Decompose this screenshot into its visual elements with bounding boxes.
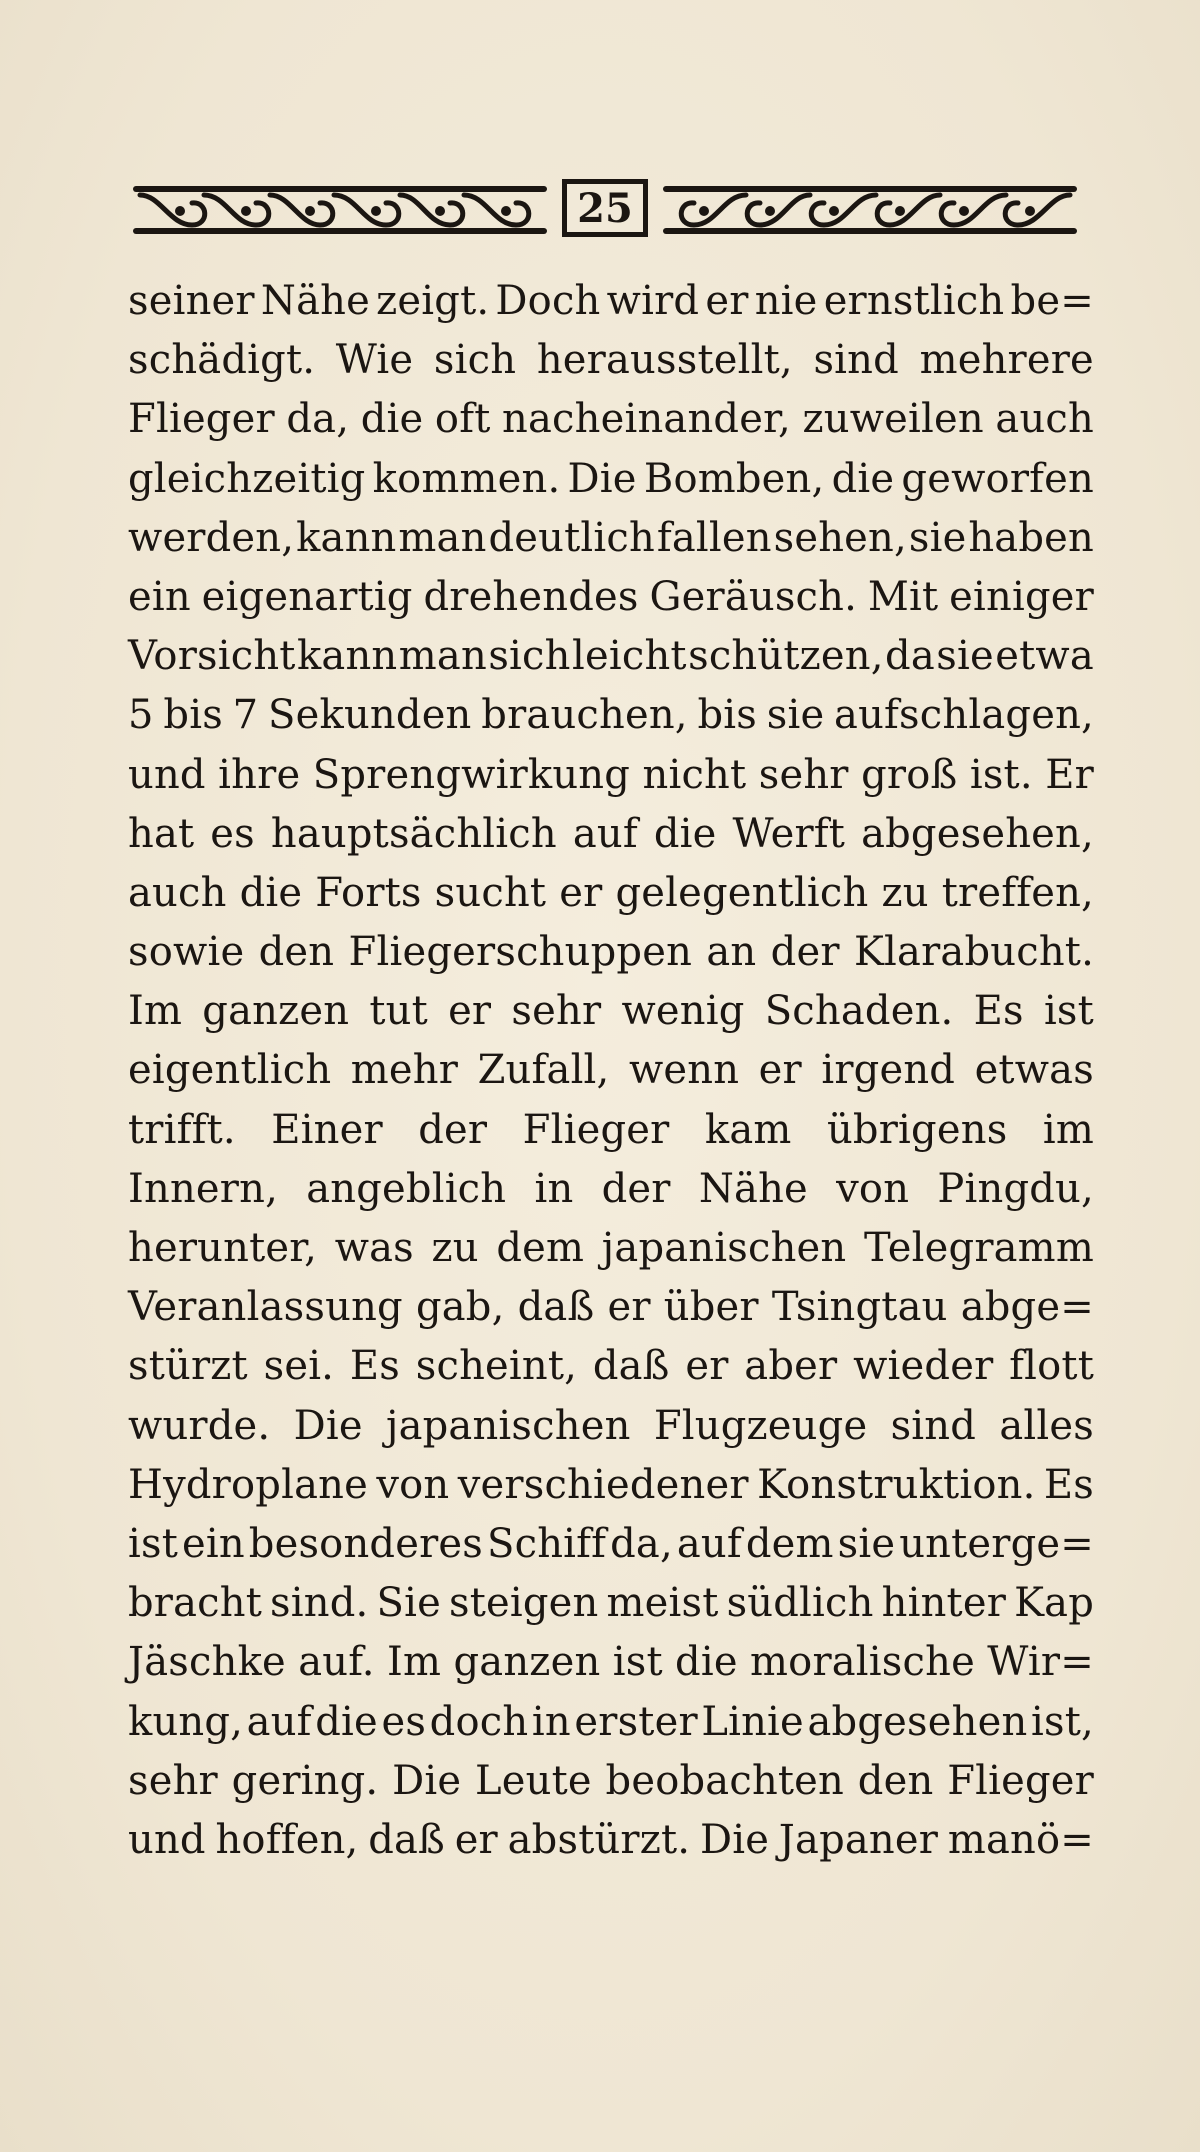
word: auf: [572, 810, 638, 857]
word: südlich: [726, 1580, 874, 1627]
word: sich: [488, 633, 571, 680]
word: sind: [813, 337, 899, 384]
text-line-25: [128, 1693, 1094, 1752]
body-text: [128, 272, 1094, 1870]
word: abstürzt.: [507, 1816, 691, 1863]
word: Sprengwirkung: [312, 751, 631, 798]
word: schützen,: [688, 633, 884, 680]
text-line-9: [128, 746, 1094, 805]
word: wurde.: [128, 1402, 271, 1449]
word: der: [770, 929, 840, 976]
word: wieder: [853, 1343, 994, 1390]
word: aber: [744, 1343, 838, 1390]
word: Die: [392, 1757, 462, 1804]
word: dem: [496, 1225, 585, 1271]
word: Die: [699, 1816, 770, 1863]
word: gab,: [415, 1284, 505, 1331]
word: Schiff: [486, 1520, 607, 1567]
word: da: [885, 633, 935, 680]
text-line-13: [128, 982, 1094, 1041]
word: ist: [1043, 988, 1094, 1035]
word: Flieger: [128, 396, 275, 443]
word: groß: [861, 751, 958, 798]
word: an: [706, 929, 757, 976]
word: sie: [936, 633, 994, 680]
text-line-20: [128, 1397, 1094, 1456]
word: da,: [286, 396, 350, 443]
text-line-7: [128, 627, 1094, 686]
word: gelegentlich: [615, 869, 869, 916]
word: Einer: [271, 1106, 383, 1153]
word: sehr: [128, 1757, 218, 1804]
word: von: [836, 1165, 910, 1212]
word: japanischen: [385, 1402, 631, 1449]
word: Nähe: [260, 278, 370, 324]
word: nicht: [642, 751, 747, 798]
text-line-16: [128, 1160, 1094, 1219]
word: Im: [387, 1639, 442, 1686]
word: japanischen: [601, 1225, 847, 1271]
word: die: [239, 869, 303, 916]
text-line-17: [128, 1219, 1094, 1278]
text-line-19: [128, 1337, 1094, 1396]
word: treffen,: [941, 869, 1094, 916]
word: er: [758, 1047, 802, 1094]
word: haben: [968, 514, 1094, 561]
word: Schaden.: [764, 988, 954, 1035]
word: schädigt.: [128, 337, 316, 384]
word: Konstruktion.: [757, 1461, 1036, 1508]
word: Wir=: [987, 1639, 1094, 1686]
word: leicht: [572, 633, 687, 680]
text-line-23: [128, 1574, 1094, 1633]
word: kann: [296, 514, 397, 561]
word: Pingdu,: [937, 1165, 1094, 1212]
word: Flieger: [522, 1106, 670, 1153]
word: Japaner: [778, 1816, 939, 1863]
text-line-26: [128, 1752, 1094, 1811]
word: deutlich: [488, 514, 655, 561]
word: kam: [704, 1106, 792, 1153]
word: ein: [181, 1520, 245, 1567]
word: Mit: [867, 573, 939, 620]
word: gleichzeitig: [128, 455, 366, 502]
word: Forts: [315, 869, 422, 916]
word: sind.: [270, 1580, 369, 1627]
word: ein: [128, 573, 191, 620]
word: ganzen: [202, 988, 350, 1035]
text-line-21: [128, 1456, 1094, 1515]
word: alles: [999, 1402, 1094, 1449]
text-line-1: [128, 272, 1094, 331]
word: man: [398, 514, 487, 561]
word: besonderes: [248, 1520, 484, 1567]
word: sehen,: [773, 514, 907, 561]
word: steigen: [448, 1580, 599, 1627]
word: Klarabucht.: [853, 929, 1094, 976]
word: man: [398, 633, 487, 680]
word: kann: [296, 633, 398, 680]
word: die: [831, 455, 895, 502]
word: hauptsächlich: [270, 810, 557, 857]
text-line-22: [128, 1515, 1094, 1574]
word: moralische: [750, 1639, 975, 1686]
word: zu: [431, 1225, 479, 1271]
text-line-10: [128, 805, 1094, 864]
word: es: [210, 810, 255, 857]
word: daß: [368, 1816, 445, 1863]
word: der: [418, 1106, 488, 1153]
word: kung,: [128, 1698, 244, 1745]
word: er: [685, 1343, 729, 1390]
word: mehrere: [919, 337, 1094, 384]
text-line-15: [128, 1101, 1094, 1160]
word: auch: [995, 396, 1094, 443]
word: Hydroplane: [128, 1461, 368, 1508]
word: eigentlich: [128, 1047, 332, 1094]
word: er: [559, 869, 603, 916]
word: ist: [128, 1520, 178, 1567]
word: von: [376, 1461, 450, 1508]
word: zuweilen: [802, 396, 984, 443]
text-line-14: [128, 1041, 1094, 1100]
word: die: [360, 396, 424, 443]
word: sie: [908, 514, 967, 561]
word: manö=: [947, 1816, 1094, 1863]
word: herausstellt,: [536, 337, 793, 384]
word: den: [857, 1757, 934, 1804]
word: doch: [429, 1698, 529, 1745]
text-line-6: [128, 568, 1094, 627]
word: 5: [128, 692, 154, 739]
word: angeblich: [306, 1165, 507, 1212]
word: Vorsicht: [128, 633, 296, 680]
word: bis: [697, 692, 757, 739]
word: ihre: [218, 751, 301, 798]
word: hoffen,: [215, 1816, 359, 1863]
word: Nähe: [698, 1165, 808, 1212]
word: irgend: [821, 1047, 956, 1094]
word: Linie: [701, 1698, 804, 1745]
word: ist,: [1031, 1698, 1094, 1745]
word: sind: [890, 1402, 977, 1449]
word: sehr: [758, 751, 849, 798]
word: auf: [246, 1698, 312, 1745]
word: Sie: [376, 1580, 441, 1627]
word: im: [1042, 1106, 1094, 1153]
word: sei.: [263, 1343, 335, 1390]
word: und: [128, 1816, 206, 1863]
word: Geräusch.: [649, 573, 858, 620]
word: da,: [610, 1520, 673, 1567]
word: ist.: [969, 751, 1033, 798]
word: die: [675, 1639, 738, 1686]
word: abgesehen: [807, 1698, 1028, 1745]
word: daß: [517, 1284, 595, 1331]
word: Werft: [732, 810, 846, 857]
word: Telegramm: [864, 1225, 1094, 1271]
word: wenn: [628, 1047, 740, 1094]
word: wird: [606, 278, 700, 324]
text-line-2: [128, 331, 1094, 390]
text-line-18: [128, 1278, 1094, 1337]
word: hinter: [881, 1580, 1007, 1627]
word: sehr: [511, 988, 602, 1035]
word: Jäschke: [128, 1639, 286, 1686]
word: Die: [567, 455, 637, 502]
word: abgesehen,: [861, 810, 1094, 857]
word: flott: [1009, 1343, 1094, 1390]
word: übrigens: [826, 1106, 1008, 1153]
word: abge=: [960, 1284, 1094, 1331]
word: ist: [612, 1639, 663, 1686]
word: brauchen,: [481, 692, 688, 739]
word: sie: [837, 1520, 896, 1567]
word: be=: [1010, 278, 1094, 324]
text-line-11: [128, 864, 1094, 923]
word: sucht: [434, 869, 547, 916]
text-line-27: [128, 1811, 1094, 1870]
word: oft: [434, 396, 491, 443]
word: die: [653, 810, 717, 857]
word: Es: [1043, 1461, 1094, 1508]
word: Flieger: [947, 1757, 1094, 1804]
word: in: [534, 1165, 574, 1212]
word: erster: [574, 1698, 698, 1745]
word: hat: [128, 810, 195, 857]
word: es: [381, 1698, 427, 1745]
word: beobachten: [605, 1757, 845, 1804]
word: Leute: [475, 1757, 592, 1804]
word: den: [258, 929, 335, 976]
word: Bomben,: [643, 455, 825, 502]
word: sie: [766, 692, 825, 739]
word: mehr: [350, 1047, 459, 1094]
word: bracht: [128, 1580, 263, 1627]
word: bis: [163, 692, 223, 739]
word: er: [705, 278, 749, 324]
text-line-24: [128, 1633, 1094, 1692]
word: etwa: [995, 633, 1094, 680]
word: auch: [128, 869, 227, 916]
text-line-3: [128, 390, 1094, 449]
word: Tsingtau: [771, 1284, 948, 1331]
word: Es: [973, 988, 1024, 1035]
word: meist: [606, 1580, 719, 1627]
page-header: [130, 175, 1080, 245]
ornament-left-icon: [130, 175, 550, 245]
word: Kap: [1014, 1580, 1094, 1627]
word: gering.: [231, 1757, 379, 1804]
word: auf.: [298, 1639, 375, 1686]
word: über: [663, 1284, 759, 1331]
word: Veranlassung: [128, 1284, 403, 1331]
word: unterge=: [899, 1520, 1094, 1567]
word: sich: [433, 337, 517, 384]
word: eigenartig: [201, 573, 413, 620]
ornament-right-icon: [660, 175, 1080, 245]
word: wenig: [621, 988, 745, 1035]
word: er: [454, 1816, 498, 1863]
word: drehendes: [423, 573, 639, 620]
word: Fliegerschuppen: [348, 929, 693, 976]
word: Es: [349, 1343, 400, 1390]
word: werden,: [128, 514, 295, 561]
word: sowie: [128, 929, 245, 976]
word: daß: [592, 1343, 670, 1390]
word: zu: [881, 869, 929, 916]
word: was: [334, 1225, 414, 1271]
word: ernstlich: [823, 278, 1005, 324]
word: scheint,: [415, 1343, 578, 1390]
text-line-8: [128, 686, 1094, 745]
word: kommen.: [372, 455, 561, 502]
word: einiger: [949, 573, 1094, 620]
word: zeigt.: [376, 278, 490, 324]
text-line-5: [128, 509, 1094, 568]
word: und: [128, 751, 206, 798]
word: tut: [369, 988, 428, 1035]
word: seiner: [128, 278, 255, 324]
word: Doch: [495, 278, 601, 324]
word: er: [607, 1284, 651, 1331]
word: nie: [754, 278, 818, 324]
page-number: 25: [562, 179, 648, 237]
word: geworfen: [901, 455, 1094, 502]
word: die: [315, 1698, 378, 1745]
word: stürzt: [128, 1343, 248, 1390]
word: Sekunden: [268, 692, 472, 739]
text-line-12: [128, 923, 1094, 982]
text-line-4: [128, 450, 1094, 509]
word: Flugzeuge: [653, 1402, 868, 1449]
word: in: [531, 1698, 571, 1745]
word: der: [601, 1165, 671, 1212]
word: verschiedener: [457, 1461, 749, 1508]
word: Zufall,: [477, 1047, 610, 1094]
word: aufschlagen,: [834, 692, 1094, 739]
word: fallen: [656, 514, 772, 561]
word: nacheinander,: [502, 396, 791, 443]
word: trifft.: [128, 1106, 236, 1153]
word: Im: [128, 988, 183, 1035]
word: dem: [745, 1520, 834, 1567]
word: Die: [293, 1402, 363, 1449]
word: Wie: [335, 337, 414, 384]
word: er: [448, 988, 492, 1035]
word: herunter,: [128, 1225, 318, 1271]
word: ganzen: [453, 1639, 601, 1686]
word: auf: [676, 1520, 742, 1567]
word: Innern,: [128, 1165, 278, 1212]
word: etwas: [974, 1047, 1094, 1094]
word: Er: [1045, 751, 1094, 798]
word: 7: [232, 692, 259, 739]
